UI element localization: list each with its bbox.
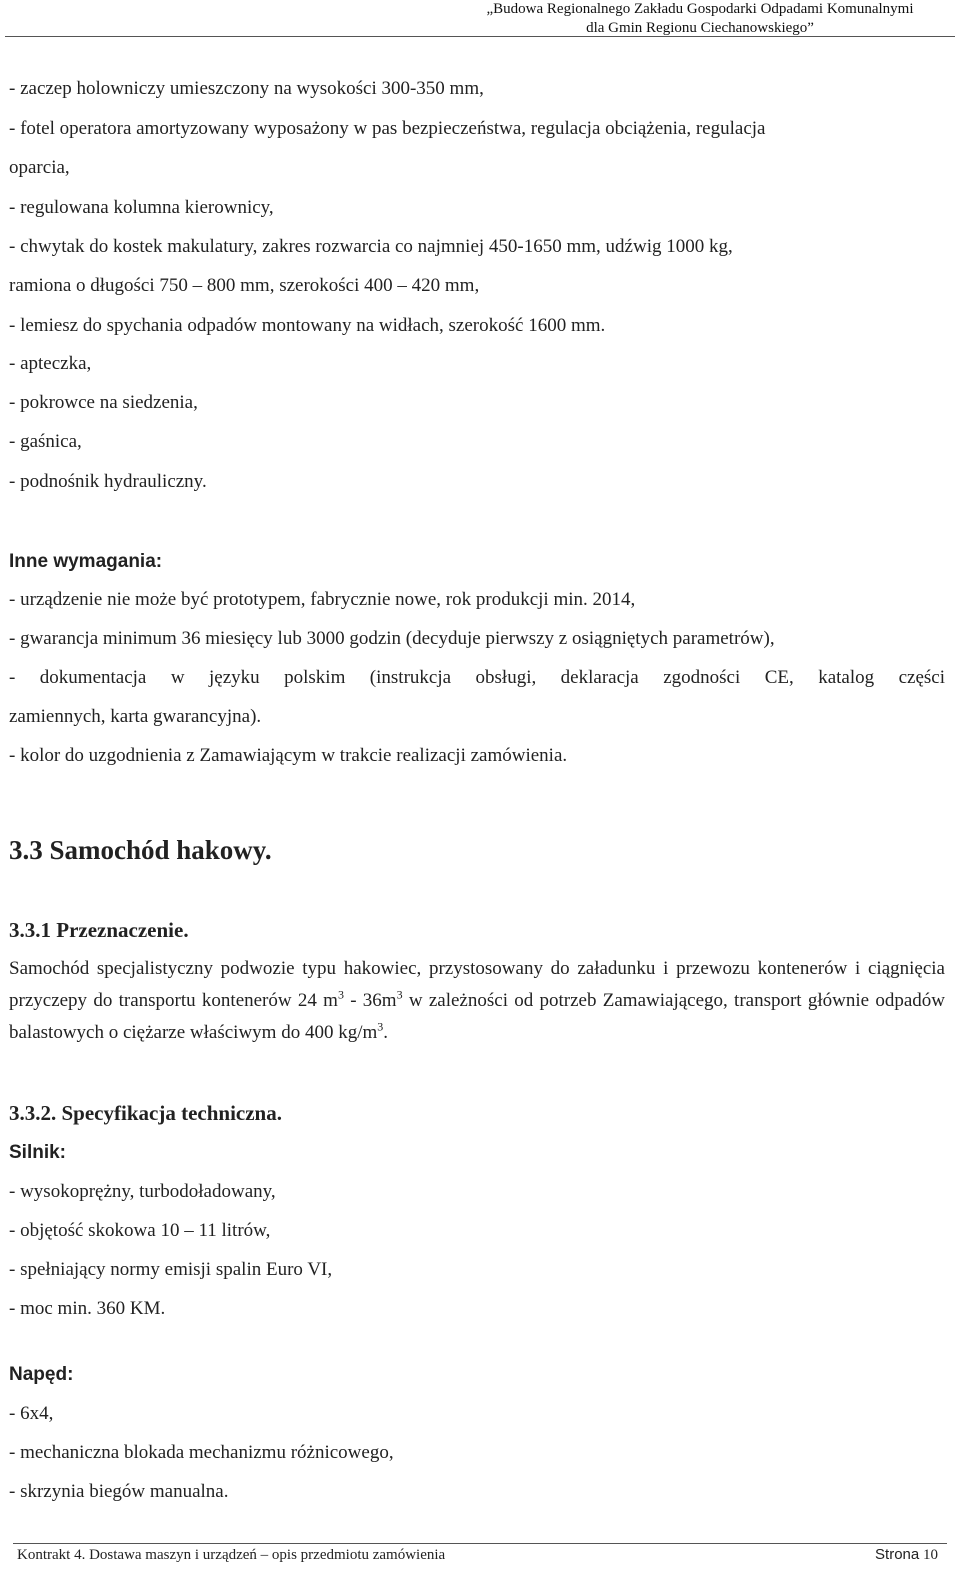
paragraph-text: w zależności od potrzeb Zamawiającego, transport głównie odpadów balastowych o ciężarze właściwym do 400 kg/m (9, 990, 945, 1043)
list-item: - apteczka, (9, 353, 92, 374)
header-divider (5, 36, 955, 37)
list-item: - dokumentacja w języku polskim (instrukcja obsługi, deklaracja zgodności CE, katalog części (9, 667, 945, 688)
list-item: - wysokoprężny, turbodoładowany, (9, 1181, 276, 1202)
paragraph-text: Samochód specjalistyczny podwozie typu hakowiec, przystosowany do załadunku i przewozu kontenerów i ciągnięcia przyczepy do transportu kontenerów 24 m (9, 958, 945, 1011)
section-heading-3-3-1: 3.3.1 Przeznaczenie. (9, 918, 189, 942)
section-number: 3.3 (9, 835, 43, 865)
list-item: ramiona o długości 750 – 800 mm, szerokości 400 – 420 mm, (9, 275, 480, 296)
superscript: 3 (337, 987, 344, 1002)
list-item: zamiennych, karta gwarancyjna). (9, 706, 262, 727)
section-heading-3-3 (9, 835, 272, 865)
superscript: 3 (396, 987, 403, 1002)
list-item: - 6x4, (9, 1403, 54, 1424)
list-item: - kolor do uzgodnienia z Zamawiającym w trakcie realizacji zamówienia. (9, 745, 568, 766)
list-item: - gaśnica, (9, 431, 82, 452)
list-item: - spełniający normy emisji spalin Euro VI, (9, 1259, 333, 1280)
engine-title: Silnik: (9, 1142, 67, 1163)
section-title: Samochód hakowy. (49, 835, 272, 865)
list-item: - objętość skokowa 10 – 11 litrów, (9, 1220, 271, 1241)
header-title (450, 0, 950, 38)
list-item: - urządzenie nie może być prototypem, fabrycznie nowe, rok produkcji min. 2014, (9, 589, 636, 610)
list-item: - regulowana kolumna kierownicy, (9, 197, 274, 218)
section-heading-3-3-2: 3.3.2. Specyfikacja techniczna. (9, 1101, 282, 1125)
list-item: - lemiesz do spychania odpadów montowany na widłach, szerokość 1600 mm. (9, 315, 606, 336)
page-label: Strona (875, 1546, 920, 1563)
list-item: - gwarancja minimum 36 miesięcy lub 3000 godzin (decyduje pierwszy z osiągniętych parametrów), (9, 628, 775, 649)
paragraph-text: . (383, 1022, 389, 1043)
header-line-1: „Budowa Regionalnego Zakładu Gospodarki Odpadami Komunalnymi (486, 1, 914, 17)
page-number (875, 1546, 938, 1564)
drive-title: Napęd: (9, 1364, 74, 1385)
list-item: - moc min. 360 KM. (9, 1298, 166, 1319)
paragraph-text: - 36m (343, 990, 397, 1011)
list-item: - chwytak do kostek makulatury, zakres rozwarcia co najmniej 450-1650 mm, udźwig 1000 kg, (9, 236, 733, 257)
other-requirements-title: Inne wymagania: (9, 551, 163, 572)
superscript: 3 (377, 1019, 384, 1034)
purpose-paragraph (9, 953, 945, 1049)
list-item: - mechaniczna blokada mechanizmu różnicowego, (9, 1442, 394, 1463)
list-item: oparcia, (9, 157, 70, 178)
page-number-value: 10 (923, 1547, 938, 1563)
list-item: - fotel operatora amortyzowany wyposażony w pas bezpieczeństwa, regulacja obciążenia, regulacja (9, 118, 766, 139)
list-item: - podnośnik hydrauliczny. (9, 471, 207, 492)
footer-document-title: Kontrakt 4. Dostawa maszyn i urządzeń – opis przedmiotu zamówienia (17, 1547, 446, 1563)
list-item: - pokrowce na siedzenia, (9, 392, 198, 413)
header-line-2: dla Gmin Regionu Ciechanowskiego” (586, 20, 814, 36)
list-item: - zaczep holowniczy umieszczony na wysokości 300-350 mm, (9, 78, 484, 99)
list-item: - skrzynia biegów manualna. (9, 1481, 229, 1502)
footer-divider (13, 1543, 947, 1544)
